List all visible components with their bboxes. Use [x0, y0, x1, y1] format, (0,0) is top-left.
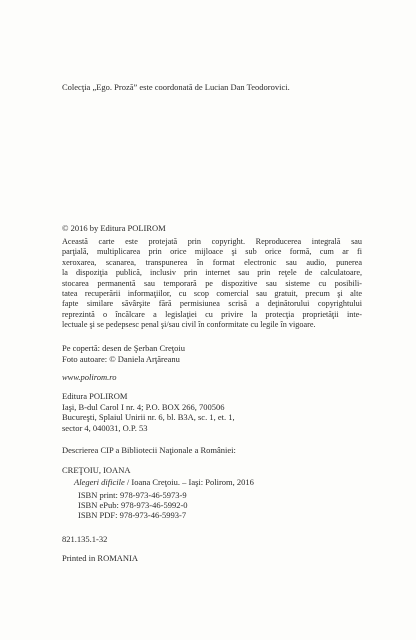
book-reference: [74, 477, 364, 488]
collection-note: Colecţia „Ego. Proză” este coordonată de Lucian Dan Teodorovici.: [62, 82, 290, 92]
book-reference-rest: / Ioana Creţoiu. – Iaşi: Polirom, 2016: [124, 477, 254, 487]
copyright-paragraph-line: stocarea permanentă sau temporară pe dispozitive sau sisteme cu posibili-: [62, 278, 362, 288]
copyright-paragraph-line: Această carte este protejată prin copyright. Reproducerea integrală sau: [62, 237, 362, 246]
publisher-line: Iaşi, B-dul Carol I nr. 4; P.O. BOX 266, 700506: [62, 401, 225, 412]
copyright-paragraph-line: la dispoziţia publică, inclusiv prin internet sau prin reţele de calculatoare,: [62, 268, 362, 278]
cip-heading: Descrierea CIP a Bibliotecii Naţionale a României:: [62, 445, 236, 455]
udc-code: 821.135.1-32: [62, 534, 108, 544]
isbn-epub: ISBN ePub: 978-973-46-5992-0: [78, 500, 188, 511]
copyright-paragraph: [62, 237, 362, 331]
cover-credit: Pe copertă: desen de Şerban Creţoiu: [62, 343, 185, 353]
credits: [62, 343, 362, 364]
website-link[interactable]: www.polirom.ro: [62, 372, 117, 382]
copyright-line: © 2016 by Editura POLIROM: [62, 223, 166, 233]
photo-credit: Foto autoare: © Daniela Arţăreanu: [62, 353, 180, 364]
copyright-paragraph-line: reprezintă o încălcare a legislaţiei cu privire la protecţia proprietăţii inte-: [62, 309, 362, 319]
isbn-print: ISBN print: 978-973-46-5973-9: [78, 490, 187, 500]
copyright-paragraph-line: fapte similare săvârşite fără permisiunea scrisă a deţinătorului copyrightului: [62, 299, 362, 309]
book-title: Alegeri dificile: [74, 477, 125, 487]
printed-in: Printed in ROMANIA: [62, 553, 139, 563]
isbn-list: [78, 490, 278, 521]
publisher-line: Bucureşti, Splaiul Unirii nr. 6, bl. B3A, sc. 1, et. 1,: [62, 412, 235, 422]
publisher-line: sector 4, 040031, O.P. 53: [62, 422, 148, 433]
copyright-paragraph-line: tatea recuperării informaţiilor, cu scop comercial sau gratuit, precum şi alte: [62, 289, 362, 299]
copyright-paragraph-line: parţială, multiplicarea prin orice mijloace şi sub orice formă, cum ar fi: [62, 247, 362, 257]
copyright-paragraph-line: lectuale şi se pedepsesc penal şi/sau civil în conformitate cu legile în vigoare.: [62, 320, 316, 330]
publisher-address: [62, 391, 362, 433]
author-heading: CREŢOIU, IOANA: [62, 465, 131, 475]
publisher-line: Editura POLIROM: [62, 391, 128, 401]
copyright-paragraph-line: xeroxarea, scanarea, transpunerea în format electronic sau audio, punerea: [62, 257, 362, 267]
isbn-pdf: ISBN PDF: 978-973-46-5993-7: [78, 510, 187, 521]
